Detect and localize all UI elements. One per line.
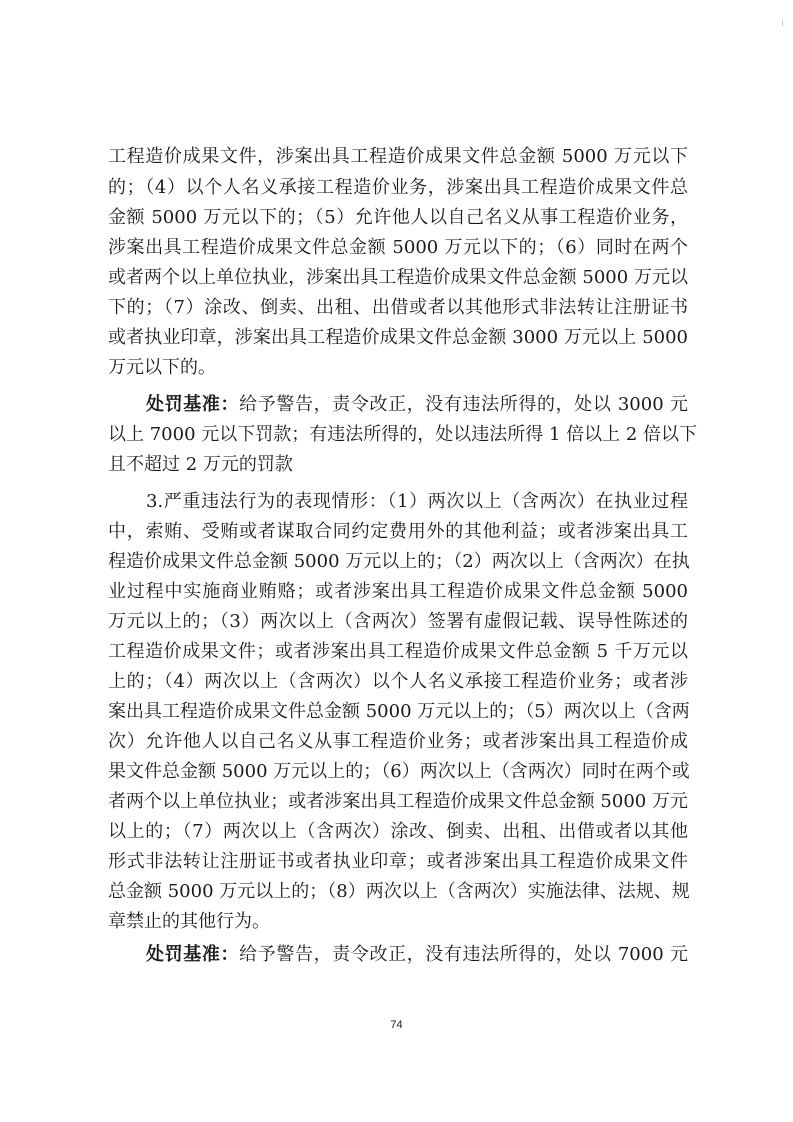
body-line: 下的；（7）涂改、倒卖、出租、出借或者以其他形式非法转让注册证书 [108, 297, 688, 318]
body-line: 总金额 5000 万元以上的；（8）两次以上（含两次）实施法律、法规、规 [108, 881, 690, 902]
body-line: 涉案出具工程造价成果文件总金额 5000 万元以下的；（6）同时在两个 [108, 237, 688, 258]
body-line: 案出具工程造价成果文件总金额 5000 万元以上的；（5）两次以上（含两 [108, 701, 690, 722]
body-line: 上的；（4）两次以上（含两次）以个人名义承接工程造价业务；或者涉 [108, 671, 688, 692]
body-line: 的；（4）以个人名义承接工程造价业务，涉案出具工程造价成果文件总 [108, 177, 688, 198]
body-line: 果文件总金额 5000 万元以上的；（6）两次以上（含两次）同时在两个或 [108, 761, 690, 782]
penalty-standard-1 [146, 390, 688, 420]
body-line: 工程造价成果文件；或者涉案出具工程造价成果文件总金额 5 千万元以 [108, 641, 688, 662]
penalty-text: 给予警告，责令改正，没有违法所得的，处以 7000 元 [239, 944, 689, 965]
body-line: 程造价成果文件总金额 5000 万元以上的；（2）两次以上（含两次）在执 [108, 551, 690, 572]
body-line: 以上 7000 元以下罚款；有违法所得的，处以违法所得 1 倍以上 2 倍以下 [108, 424, 698, 445]
body-line: 金额 5000 万元以下的；（5）允许他人以自己名义从事工程造价业务， [108, 207, 688, 228]
body-line: 且不超过 2 万元的罚款 [108, 454, 293, 475]
scan-mark [782, 20, 783, 26]
penalty-label: 处罚基准： [146, 394, 240, 415]
penalty-label: 处罚基准： [146, 944, 240, 965]
body-line: 万元以下的。 [108, 357, 216, 378]
serious-violations-heading: 3.严重违法行为的表现情形：（1）两次以上（含两次）在执业过程 [146, 491, 688, 512]
body-line: 工程造价成果文件，涉案出具工程造价成果文件总金额 5000 万元以下 [108, 146, 688, 167]
body-line: 者两个以上单位执业；或者涉案出具工程造价成果文件总金额 5000 万元 [108, 791, 688, 812]
penalty-standard-2 [146, 940, 688, 970]
body-line: 章禁止的其他行为。 [108, 911, 270, 932]
page-number: 74 [390, 1019, 403, 1031]
body-line: 形式非法转让注册证书或者执业印章；或者涉案出具工程造价成果文件 [108, 851, 688, 872]
body-line: 次）允许他人以自己名义从事工程造价业务；或者涉案出具工程造价成 [108, 731, 688, 752]
penalty-text: 给予警告，责令改正，没有违法所得的，处以 3000 元 [239, 394, 689, 415]
body-line: 业过程中实施商业贿赂；或者涉案出具工程造价成果文件总金额 5000 [108, 581, 688, 602]
body-line: 或者执业印章，涉案出具工程造价成果文件总金额 3000 万元以上 5000 [108, 327, 688, 348]
body-line: 万元以上的；（3）两次以上（含两次）签署有虚假记载、误导性陈述的 [108, 611, 688, 632]
body-line: 或者两个以上单位执业，涉案出具工程造价成果文件总金额 5000 万元以 [108, 267, 688, 288]
body-line: 以上的；（7）两次以上（含两次）涂改、倒卖、出租、出借或者以其他 [108, 821, 688, 842]
body-line: 中，索贿、受贿或者谋取合同约定费用外的其他利益；或者涉案出具工 [108, 521, 688, 542]
